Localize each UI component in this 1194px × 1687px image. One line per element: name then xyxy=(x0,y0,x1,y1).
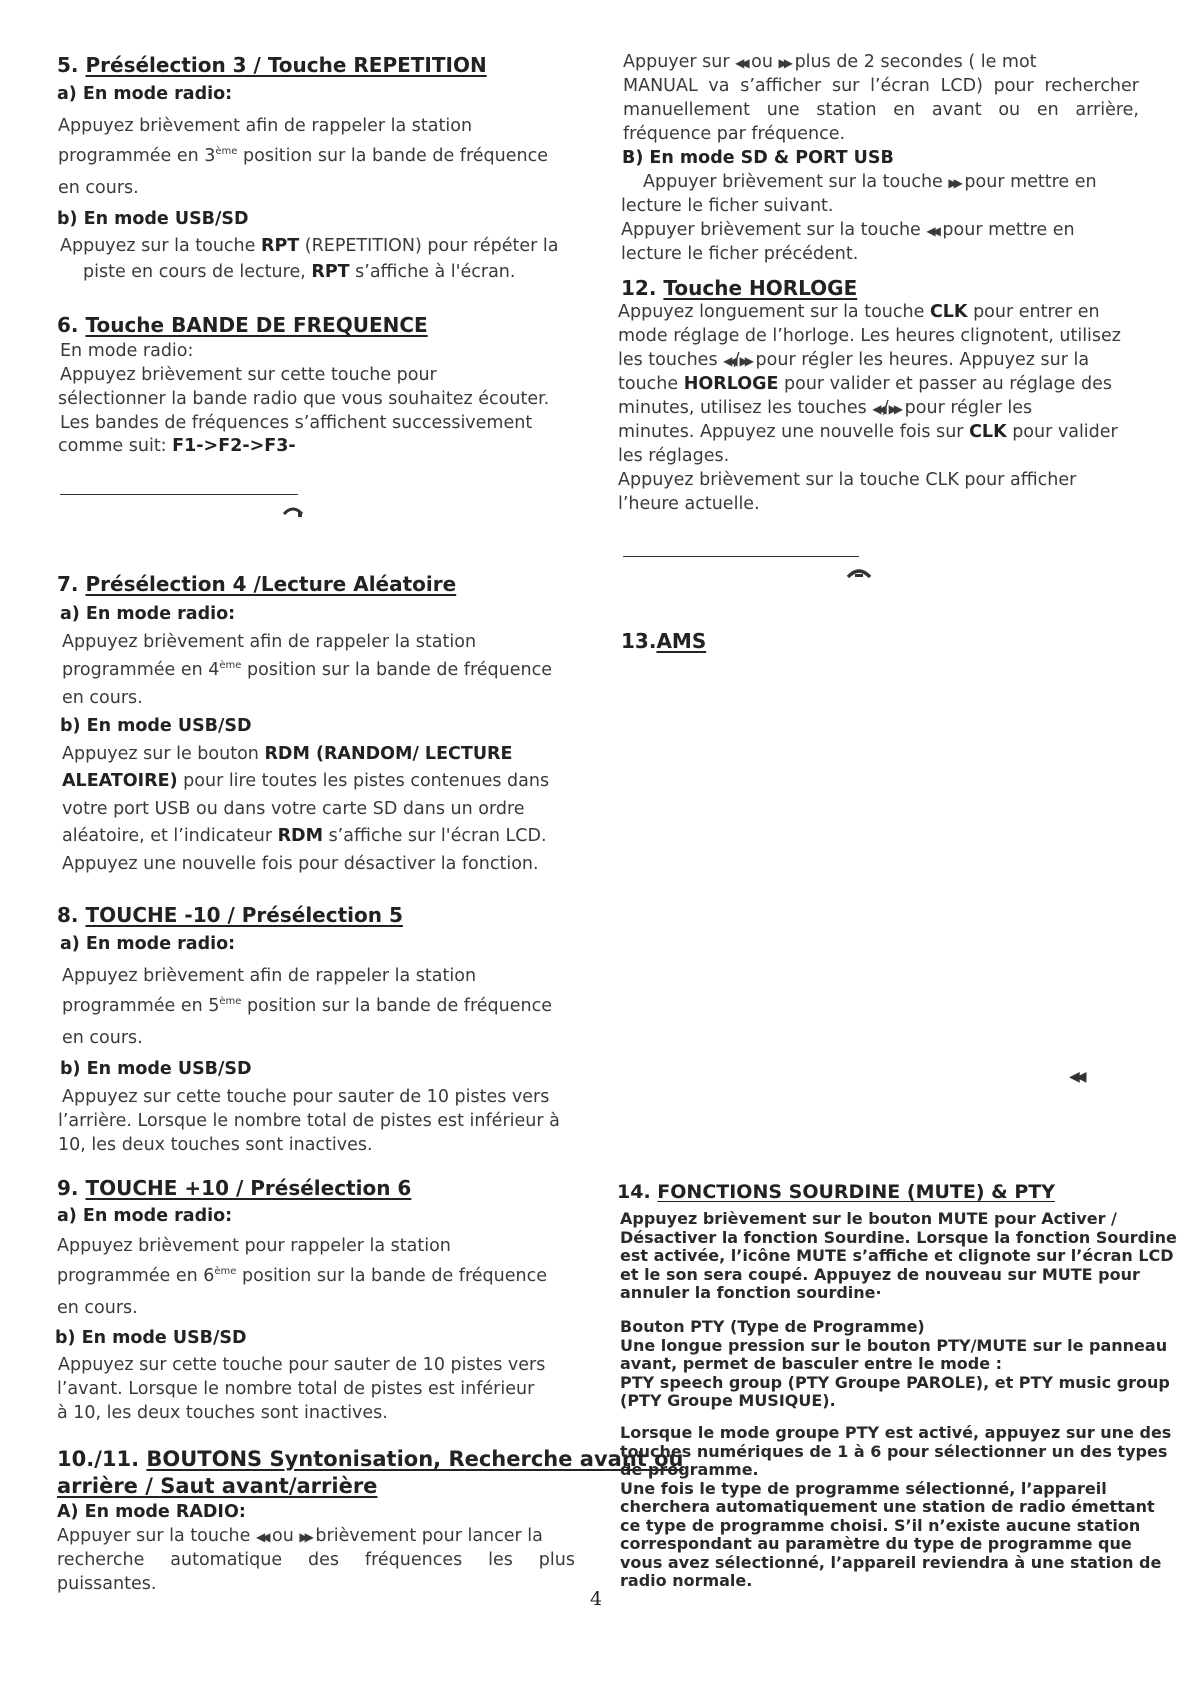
usb-sd-mode-subheading: b) En mode USB/SD xyxy=(60,1059,252,1079)
text-line: Appuyez brièvement afin de rappeler la station xyxy=(62,632,477,652)
pty-paragraph: Bouton PTY (Type de Programme) Une longue pression sur le bouton PTY/MUTE sur le panneau avant, permet de basculer entre le mode : PTY speech group (PTY Groupe PAROLE), et PTY music group (PTY Groupe MUSIQUE). xyxy=(620,1317,1170,1410)
text-line: comme suit: F1->F2->F3- xyxy=(58,436,296,456)
separator-line xyxy=(623,556,859,557)
text-line: 10, les deux touches sont inactives. xyxy=(58,1135,373,1155)
radio-mode-subheading: a) En mode radio: xyxy=(60,604,236,624)
prev-icon: ◀◀ xyxy=(1069,1069,1083,1085)
text-line: Appuyer sur ◀◀ ou ▶▶ plus de 2 secondes ( le mot xyxy=(623,52,1037,72)
prev-icon: ◀◀ xyxy=(926,224,937,238)
sd-usb-mode-subheading: B) En mode SD & PORT USB xyxy=(622,148,894,168)
text-line: les touches ◀◀/▶▶ pour régler les heures. Appuyez sur la xyxy=(618,350,1090,370)
radio-mode-subheading: A) En mode RADIO: xyxy=(57,1502,246,1522)
section-13-heading: 13.AMS xyxy=(621,629,707,653)
text-line: Appuyez sur la touche RPT (REPETITION) pour répéter la xyxy=(60,236,559,256)
radio-mode-subheading: a) En mode radio: xyxy=(60,934,236,954)
section-12-heading: 12. Touche HORLOGE xyxy=(621,276,858,300)
section-9-heading: 9. TOUCHE +10 / Présélection 6 xyxy=(57,1176,412,1200)
text-line: Appuyer sur la touche ◀◀ ou ▶▶ brièvement pour lancer la xyxy=(57,1526,543,1546)
text-line: à 10, les deux touches sont inactives. xyxy=(57,1403,388,1423)
text-line: en cours. xyxy=(57,1298,138,1318)
next-icon: ▶▶ xyxy=(739,354,750,368)
separator-line xyxy=(60,494,298,495)
prev-icon: ◀◀ xyxy=(735,56,746,70)
text-line: Appuyez brièvement pour rappeler la station xyxy=(57,1236,451,1256)
section-number: 5. xyxy=(57,53,79,77)
next-icon: ▶▶ xyxy=(948,176,959,190)
radio-mode-subheading: a) En mode radio: xyxy=(57,1206,233,1226)
text-line: puissantes. xyxy=(57,1574,157,1594)
text-line: fréquence par fréquence. xyxy=(623,124,846,144)
text-line: en cours. xyxy=(62,1028,143,1048)
text-line: ALEATOIRE) pour lire toutes les pistes contenues dans xyxy=(62,771,550,791)
text-line: programmée en 4ème position sur la bande de fréquence xyxy=(62,660,552,680)
text-line: Appuyez brièvement sur la touche CLK pour afficher xyxy=(618,470,1077,490)
text-line: lecture le ficher précédent. xyxy=(621,244,859,264)
text-line: Appuyez une nouvelle fois pour désactiver la fonction. xyxy=(62,854,539,874)
next-icon: ▶▶ xyxy=(888,402,900,416)
text-line: programmée en 6ème position sur la bande de fréquence xyxy=(57,1266,547,1286)
section-7-heading: 7. Présélection 4 /Lecture Aléatoire xyxy=(57,572,457,596)
handset-icon xyxy=(846,568,872,580)
next-icon: ▶▶ xyxy=(299,1530,310,1544)
text-line: Les bandes de fréquences s’affichent successivement xyxy=(60,413,533,433)
section-10-11-heading: 10./11. BOUTONS Syntonisation, Recherche avant ou xyxy=(57,1447,684,1471)
mute-paragraph: Appuyez brièvement sur le bouton MUTE pour Activer / Désactiver la fonction Sourdine. Lorsque la fonction Sourdine est activée, l’icône MUTE s’affiche et clignote sur l’écran LCD et le son sera coupé. Appuyez de nouveau sur MUTE pour annuler la fonction sourdine· xyxy=(620,1209,1177,1302)
section-title: Présélection 3 / Touche REPETITION xyxy=(85,53,487,77)
text-line: Appuyez brièvement sur cette touche pour xyxy=(60,365,437,385)
text-line: l’arrière. Lorsque le nombre total de pistes est inférieur à xyxy=(58,1111,560,1131)
text-line: touche HORLOGE pour valider et passer au réglage des xyxy=(618,374,1112,394)
usb-sd-mode-subheading: b) En mode USB/SD xyxy=(57,209,249,229)
text-line: lecture le ficher suivant. xyxy=(621,196,834,216)
section-6-heading: 6. Touche BANDE DE FREQUENCE xyxy=(57,313,428,337)
text-line: Appuyer brièvement sur la touche ▶▶ pour mettre en xyxy=(643,172,1097,192)
text-line: l’heure actuelle. xyxy=(618,494,760,514)
text-line: Appuyez sur cette touche pour sauter de 10 pistes vers xyxy=(58,1355,546,1375)
text-line: votre port USB ou dans votre carte SD dans un ordre xyxy=(62,799,525,819)
text-line: sélectionner la bande radio que vous souhaitez écouter. xyxy=(58,389,550,409)
section-14-heading: 14. FONCTIONS SOURDINE (MUTE) & PTY xyxy=(617,1181,1055,1203)
text-line: recherche automatique des fréquences les plus xyxy=(57,1550,575,1570)
usb-sd-mode-subheading: b) En mode USB/SD xyxy=(55,1328,247,1348)
pty-group-paragraph: Lorsque le mode groupe PTY est activé, appuyez sur une des touches numériques de 1 à 6 pour sélectionner un des types de programme. Une fois le type de programme sélectionné, l’appareil cherchera automatiquement une station de radio émettant ce type de programme choisi. S’il n’existe aucune station correspondant au paramètre du type de programme que vous avez sélectionné, l’appareil reviendra à une station de radio normale. xyxy=(620,1423,1172,1590)
section-8-heading: 8. TOUCHE -10 / Présélection 5 xyxy=(57,903,403,927)
text-line: en cours. xyxy=(58,178,139,198)
text-line: Appuyer brièvement sur la touche ◀◀ pour mettre en xyxy=(621,220,1075,240)
text-line: programmée en 5ème position sur la bande de fréquence xyxy=(62,996,552,1016)
section-10-11-heading-cont: arrière / Saut avant/arrière xyxy=(57,1474,378,1498)
text-line: l’avant. Lorsque le nombre total de pistes est inférieur xyxy=(57,1379,535,1399)
prev-icon: ◀◀ xyxy=(872,402,883,416)
prev-icon: ◀◀ xyxy=(255,1530,267,1544)
text-line: programmée en 3ème position sur la bande de fréquence xyxy=(58,146,548,166)
text-line: mode réglage de l’horloge. Les heures clignotent, utilisez xyxy=(618,326,1121,346)
usb-sd-mode-subheading: b) En mode USB/SD xyxy=(60,716,252,736)
text-line: les réglages. xyxy=(618,446,730,466)
text-line: Appuyez brièvement afin de rappeler la station xyxy=(58,116,473,136)
prev-icon: ◀◀ xyxy=(723,354,734,368)
page-number: 4 xyxy=(590,1588,603,1610)
text-line: minutes. Appuyez une nouvelle fois sur CLK pour valider xyxy=(618,422,1118,442)
handset-icon xyxy=(282,506,304,518)
text-line: Appuyez brièvement afin de rappeler la station xyxy=(62,966,477,986)
radio-mode-subheading: a) En mode radio: xyxy=(57,84,233,104)
text-line: en cours. xyxy=(62,688,143,708)
text-line: Appuyez longuement sur la touche CLK pour entrer en xyxy=(618,302,1100,322)
text-line: piste en cours de lecture, RPT s’affiche à l'écran. xyxy=(83,262,516,282)
text-line: Appuyez sur le bouton RDM (RANDOM/ LECTURE xyxy=(62,744,513,764)
text-line: minutes, utilisez les touches ◀◀/▶▶ pour régler les xyxy=(618,398,1033,418)
section-5-heading xyxy=(57,53,487,77)
text-line: aléatoire, et l’indicateur RDM s’affiche sur l'écran LCD. xyxy=(62,826,547,846)
next-icon: ▶▶ xyxy=(778,56,790,70)
text-line: En mode radio: xyxy=(60,341,194,361)
text-line: Appuyez sur cette touche pour sauter de 10 pistes vers xyxy=(62,1087,550,1107)
text-line: MANUAL va s’afficher sur l’écran LCD) pour rechercher xyxy=(623,76,1139,96)
text-line: manuellement une station en avant ou en arrière, xyxy=(623,100,1139,120)
